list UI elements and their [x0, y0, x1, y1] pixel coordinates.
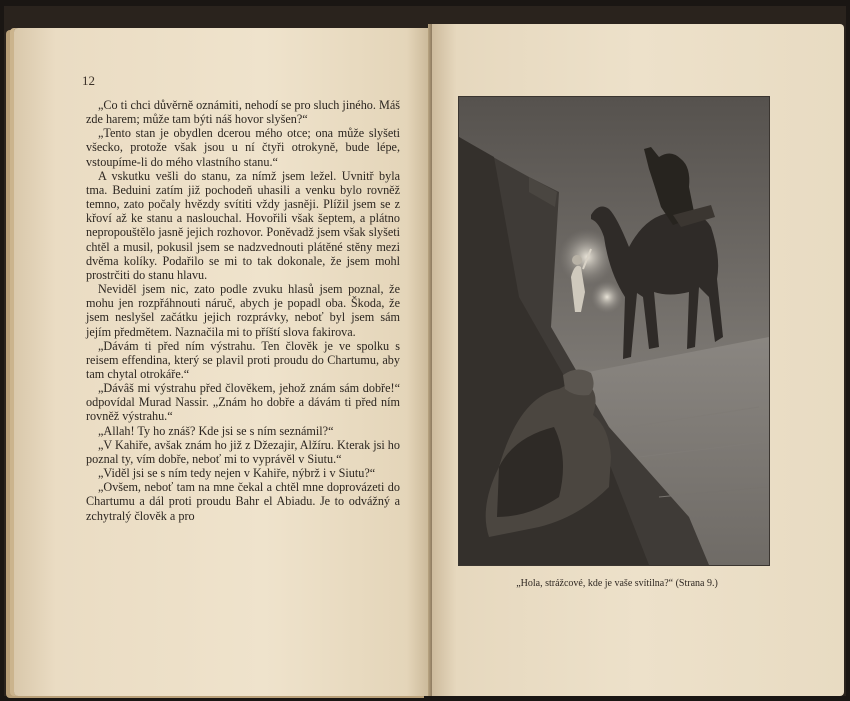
paragraph: „Viděl jsi se s ním tedy nejen v Kahiře, nýbrž i v Siutu?“	[98, 466, 376, 481]
page-number: 12	[82, 73, 95, 88]
paragraph: „Allah! Ty ho znáš? Kde jsi se s ním seznámil?“	[98, 423, 334, 438]
paragraph: „Dávâš mi výstrahu před člověkem, jehož znám sám dobře!“ odpovídal Murad Nassir. „Znám ho dobře a dávám ti před ním rovněž výstrahu.“	[86, 381, 400, 424]
paragraph: A vskutku vešli do stanu, za nímž jsem ležel. Uvnitř byla tma. Beduini zatím již pochodeň uhasili a venku bylo rovněž temno, zato počaly hvězdy svítiti vždy jasněji. Plížil jsem se z křoví až ke stanu a naslouchal. Hovořili však šeptem, a plátno nepropouštělo jasně jejich rozhovor. Poněvadž jsem však slyšeti chtěl a musil, pokusil jsem se nadzvednouti plátěné stěny mezi dvěma kolíky. Podařilo se mi to tak dokonale, že jsem mohl prostrčiti do stanu hlavu.	[86, 168, 400, 282]
paragraph: „V Kahiře, avšak znám ho již z Džezajir, Alžíru. Kterak jsi ho poznal ty, vím dobře, neboť mi to vyprávěl v Siutu.“	[86, 437, 400, 466]
body-text	[86, 98, 400, 523]
paragraph: „Co ti chci důvěrně oznámiti, nehodí se pro sluch jiného. Máš zde harem; může tam býti náš hovor slyšen?“	[86, 98, 400, 127]
paragraph: „Tento stan je obydlen dcerou mého otce; ona může slyšeti všecko, protože však jsou u ní čtyři otrokyně, bude lépe, vstoupíme-li do mého vlastního stanu.“	[86, 126, 400, 169]
illustration-drawing	[459, 97, 769, 565]
paragraph: „Dávám ti před ním výstrahu. Ten člověk je ve spolku s reisem effendina, který se plavil proti proudu do Chartumu, aby tam chytal otrokáře.“	[86, 338, 400, 381]
paragraph: Neviděl jsem nic, zato podle zvuku hlasů jsem poznal, že mohu jen rozpřáhnouti náruč, abych je popadl oba. Škoda, že jsem neslyšel začátku jejich rozprávky, neboť byl jsem sám jejím předmětem. Naznačila mi to příští slova fakirova.	[86, 282, 400, 339]
illustration-caption: „Hola, strážcové, kde je vaše svítilna?“ (Strana 9.)	[516, 578, 718, 589]
paragraph: „Ovšem, neboť tam na mne čekal a chtěl mne doprovázeti do Chartumu a dál proti proudu Bahr el Abiadu. Je to odvážný a zchytralý člověk a pro	[86, 480, 400, 523]
illustration	[458, 96, 770, 566]
